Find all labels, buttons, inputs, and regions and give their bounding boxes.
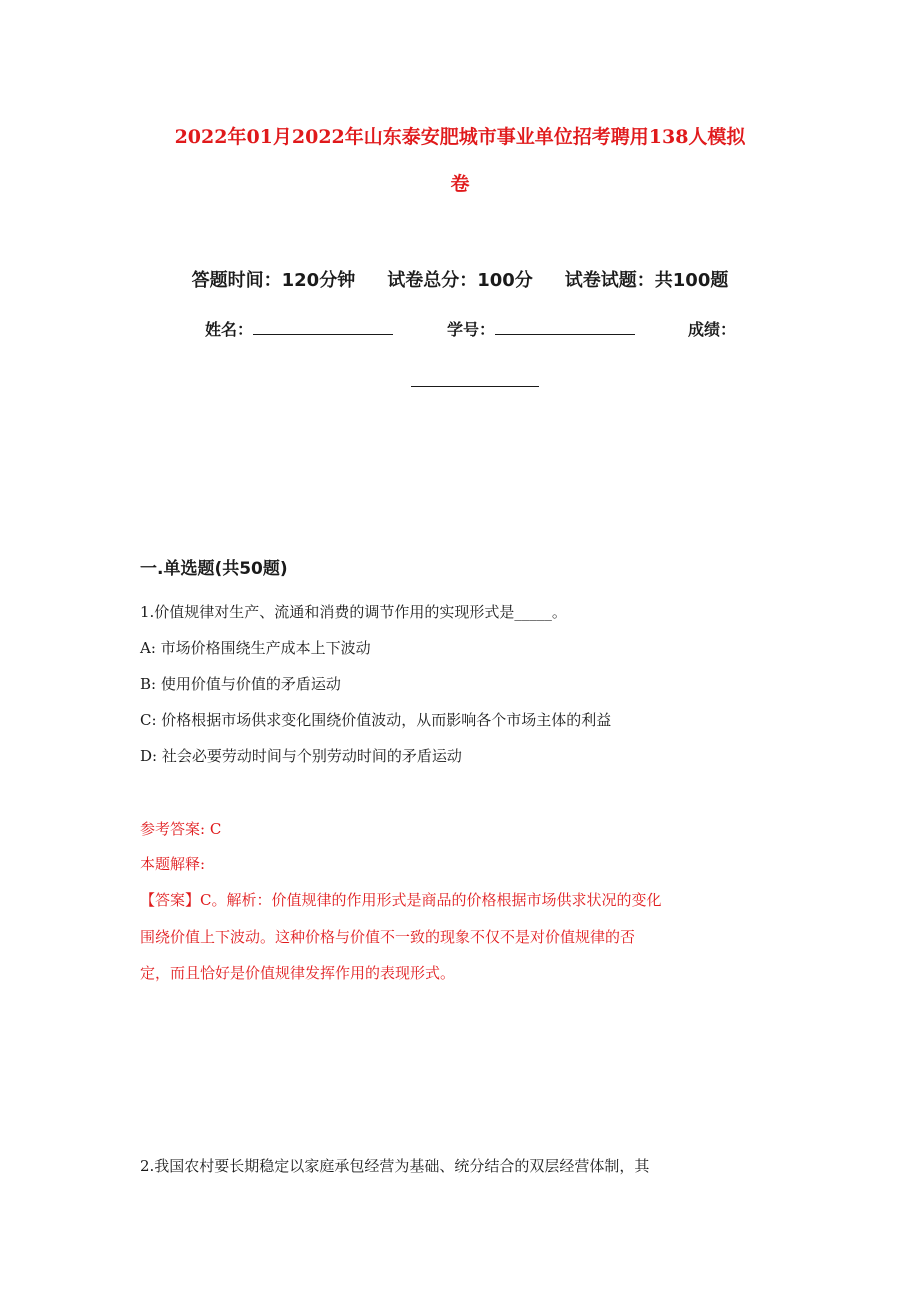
question-1-option-c: C: 价格根据市场供求变化围绕价值波动，从而影响各个市场主体的利益: [140, 711, 612, 729]
score-blank: [411, 368, 539, 387]
question-1-option-b: B: 使用价值与价值的矛盾运动: [140, 675, 341, 693]
exam-info: [0, 268, 920, 294]
student-id-label: 学号：: [447, 320, 496, 339]
exam-total-score: 试卷总分：100分: [387, 270, 533, 291]
score-field: [688, 318, 736, 342]
question-1-explanation-line2: 围绕价值上下波动。这种价格与价值不一致的现象不仅不是对价值规律的否: [140, 928, 636, 946]
question-1-answer: 参考答案: C: [140, 820, 222, 838]
name-blank: [253, 318, 393, 335]
name-field: [205, 318, 393, 342]
score-label: 成绩：: [688, 320, 737, 339]
question-2-stem: 2.我国农村要长期稳定以家庭承包经营为基础、统分结合的双层经营体制，其: [140, 1157, 650, 1175]
question-1-explanation-line3: 定，而且恰好是价值规律发挥作用的表现形式。: [140, 964, 456, 982]
student-id-field: [447, 318, 635, 342]
question-1-explanation-line1: 【答案】C。解析：价值规律的作用形式是商品的价格根据市场供求状况的变化: [140, 891, 662, 909]
question-1-explanation-label: 本题解释:: [140, 855, 206, 873]
section-title: 一.单选题(共50题): [140, 559, 288, 579]
exam-time: 答题时间：120分钟: [191, 270, 356, 291]
student-id-blank: [495, 318, 635, 335]
question-1-option-a: A: 市场价格围绕生产成本上下波动: [140, 639, 371, 657]
document-title-line1: 2022年01月2022年山东泰安肥城市事业单位招考聘用138人模拟: [174, 126, 746, 148]
question-1-stem: 1.价值规律对生产、流通和消费的调节作用的实现形式是_____。: [140, 603, 567, 621]
name-label: 姓名：: [205, 320, 254, 339]
question-1-option-d: D: 社会必要劳动时间与个别劳动时间的矛盾运动: [140, 747, 462, 765]
exam-total-questions: 试卷试题：共100题: [564, 270, 729, 291]
document-title-line2: 卷: [450, 173, 470, 195]
